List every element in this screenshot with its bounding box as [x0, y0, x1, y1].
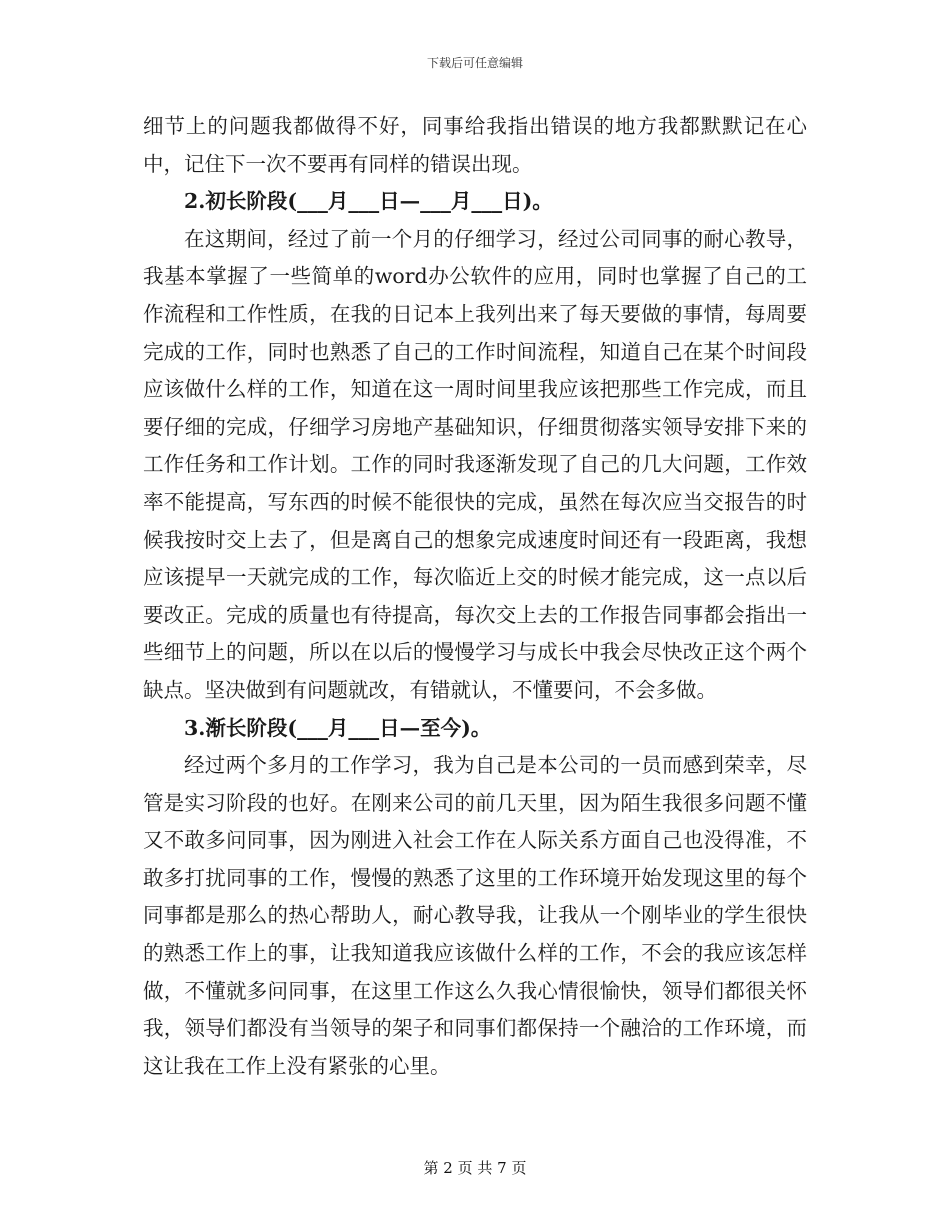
paragraph-stage-2: 在这期间，经过了前一个月的仔细学习，经过公司同事的耐心教导，我基本掌握了一些简单的word办公软件的应用，同时也掌握了自己的工作流程和工作性质，在我的日记本上我列出来了每天要做的事情，每周要完成的工作，同时也熟悉了自己的工作时间流程，知道自己在某个时间段应该做什么样的工作，知道在这一周时间里我应该把那些工作完成，而且要仔细的完成，仔细学习房地产基础知识，仔细贯彻落实领导安排下来的工作任务和工作计划。工作的同时我逐渐发现了自己的几大问题，工作效率不能提高，写东西的时候不能很快的完成，虽然在每次应当交报告的时候我按时交上去了，但是离自己的想象完成速度时间还有一段距离，我想应该提早一天就完成的工作，每次临近上交的时候才能完成，这一点以后要改正。完成的质量也有待提高，每次交上去的工作报告同事都会指出一些细节上的问题，所以在以后的慢慢学习与成长中我会尽快改正这个两个缺点。坚决做到有问题就改，有错就认，不懂要问，不会多做。: [143, 226, 807, 702]
page-number: 第 2 页 共 7 页: [423, 1159, 527, 1177]
paragraph-continued: 细节上的问题我都做得不好，同事给我指出错误的地方我都默默记在心中，记住下一次不要再有同样的错误出现。: [143, 114, 807, 176]
section-heading-2: 2.初长阶段(___月___日—___月___日)。: [184, 189, 553, 214]
paragraph-stage-3: 经过两个多月的工作学习，我为自己是本公司的一员而感到荣幸，尽管是实习阶段的也好。在刚来公司的前几天里，因为陌生我很多问题不懂又不敢多问同事，因为刚进入社会工作在人际关系方面自己也没得准，不敢多打扰同事的工作，慢慢的熟悉了这里的工作环境开始发现这里的每个同事都是那么的热心帮助人，耐心教导我，让我从一个刚毕业的学生很快的熟悉工作上的事，让我知道我应该做什么样的工作，不会的我应该怎样做，不懂就多问同事，在这里工作这么久我心情很愉快，领导们都很关怀我，领导们都没有当领导的架子和同事们都保持一个融洽的工作环境，而这让我在工作上没有紧张的心里。: [143, 753, 807, 1078]
document-body: [143, 108, 807, 1085]
header-note: 下载后可任意编辑: [426, 56, 523, 70]
section-heading-3: 3.渐长阶段(___月___日—至今)。: [184, 715, 492, 740]
